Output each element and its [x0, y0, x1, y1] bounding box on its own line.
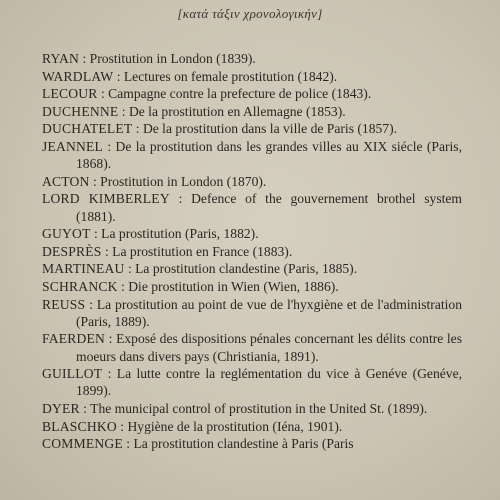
entry-text: Die prostitution in Wien (Wien, 1886). — [128, 278, 339, 294]
entry-author: WARDLAW — [42, 68, 114, 84]
entry-author: FAERDEN — [42, 331, 106, 347]
bibliography-entry: FAERDEN : Exposé des dispositions pénales concernant les délits contre les moeurs dans divers pays (Christiania, 1891). — [42, 331, 462, 364]
bibliography-entry: DUCHATELET : De la prostitution dans la ville de Paris (1857). — [42, 121, 398, 137]
entry-author: COMMENGE — [42, 436, 123, 452]
entry-author: RYAN — [42, 51, 80, 66]
bibliography-entry: DUCHENNE : De la prostitution en Allemagne (1853). — [42, 103, 346, 119]
bibliography-entry: LORD KIMBERLEY : Defence of the gouvernement brothel system (1881). — [42, 191, 462, 224]
entry-author: BLASCHKO — [42, 418, 117, 434]
bibliography-entry: LECOUR : Campagne contre la prefecture de police (1843). — [42, 86, 372, 102]
entry-text: Exposé des dispositions pénales concernant les délits contre les moeurs dans divers pays (Christiania, 1891). — [76, 331, 462, 364]
bibliography-entry: SCHRANCK : Die prostitution in Wien (Wien, 1886). — [42, 278, 339, 294]
entry-text: Defence of the gouvernement brothel system (1881). — [76, 191, 462, 224]
bibliography-entry: REUSS : La prostitution au point de vue de l'hyxgiène et de l'administration (Paris, 1889). — [42, 296, 462, 329]
entry-text: De la prostitution en Allemagne (1853). — [128, 103, 346, 119]
entry-text: Hygiène de la prostitution (Iéna, 1901). — [127, 418, 343, 434]
bibliography-entry: BLASCHKO : Hygiène de la prostitution (Iéna, 1901). — [42, 418, 343, 434]
bibliography-entry: GUILLOT : La lutte contre la reglémentation du vice à Genéve (Genéve, 1899). — [42, 366, 463, 399]
entry-text: La prostitution clandestine (Paris, 1885). — [135, 261, 358, 277]
entry-text: Prostitution in London (1870). — [100, 173, 267, 189]
bibliography-entry: COMMENGE : La prostitution clandestine à Paris (Paris — [42, 436, 354, 452]
entry-author: JEANNEL — [42, 138, 104, 154]
entry-text: Lectures on female prostitution (1842). — [123, 68, 338, 84]
entry-author: GUYOT — [42, 226, 91, 242]
bibliography-list — [42, 50, 462, 453]
bibliography-entry: JEANNEL : De la prostitution dans les grandes villes au XIX siécle (Paris, 1868). — [42, 138, 462, 172]
entry-text: Campagne contre la prefecture de police (1843). — [108, 86, 372, 102]
entry-text: De la prostitution dans la ville de Paris (1857). — [142, 121, 398, 137]
entry-author: DYER — [42, 400, 80, 416]
entry-text: La lutte contre la reglémentation du vice à Genéve (Genéve, 1899). — [76, 366, 463, 399]
bibliography-entry: MARTINEAU : La prostitution clandestine (Paris, 1885). — [42, 261, 358, 277]
section-heading: [κατά τάξιν χρονολογικήν] — [177, 6, 323, 21]
entry-author: MARTINEAU — [42, 261, 125, 277]
entry-text: De la prostitution dans les grandes villes au XIX siécle (Paris, 1868). — [76, 138, 462, 172]
entry-author: SCHRANCK — [42, 278, 118, 294]
entry-author: LECOUR — [42, 86, 98, 102]
bibliography-entry: GUYOT : La prostitution (Paris, 1882). — [42, 226, 259, 242]
bibliography-entry: DESPRÈS : La prostitution en France (1883). — [42, 243, 293, 259]
entry-text: La prostitution clandestine à Paris (Paris — [133, 436, 354, 452]
entry-author: REUSS — [42, 296, 86, 312]
entry-author: LORD KIMBERLEY — [42, 191, 170, 207]
bibliography-entry: WARDLAW : Lectures on female prostitution (1842). — [42, 68, 338, 84]
entry-text: The municipal control of prostitution in the United St. (1899). — [90, 400, 428, 416]
entry-text: Prostitution in London (1839). — [89, 51, 256, 66]
entry-author: GUILLOT — [42, 366, 103, 382]
entry-text: La prostitution (Paris, 1882). — [101, 226, 259, 242]
entry-author: ACTON — [42, 173, 90, 189]
bibliography-entry: DYER : The municipal control of prostitution in the United St. (1899). — [42, 400, 428, 416]
entry-text: La prostitution au point de vue de l'hyxgiène et de l'administration (Paris, 1889). — [76, 296, 462, 329]
entry-text: La prostitution en France (1883). — [112, 243, 293, 259]
entry-author: DUCHATELET — [42, 121, 133, 137]
entry-author: DUCHENNE — [42, 103, 119, 119]
bibliography-entry: ACTON : Prostitution in London (1870). — [42, 173, 267, 189]
bibliography-entry: RYAN : Prostitution in London (1839). — [42, 51, 256, 66]
entry-author: DESPRÈS — [42, 243, 102, 259]
